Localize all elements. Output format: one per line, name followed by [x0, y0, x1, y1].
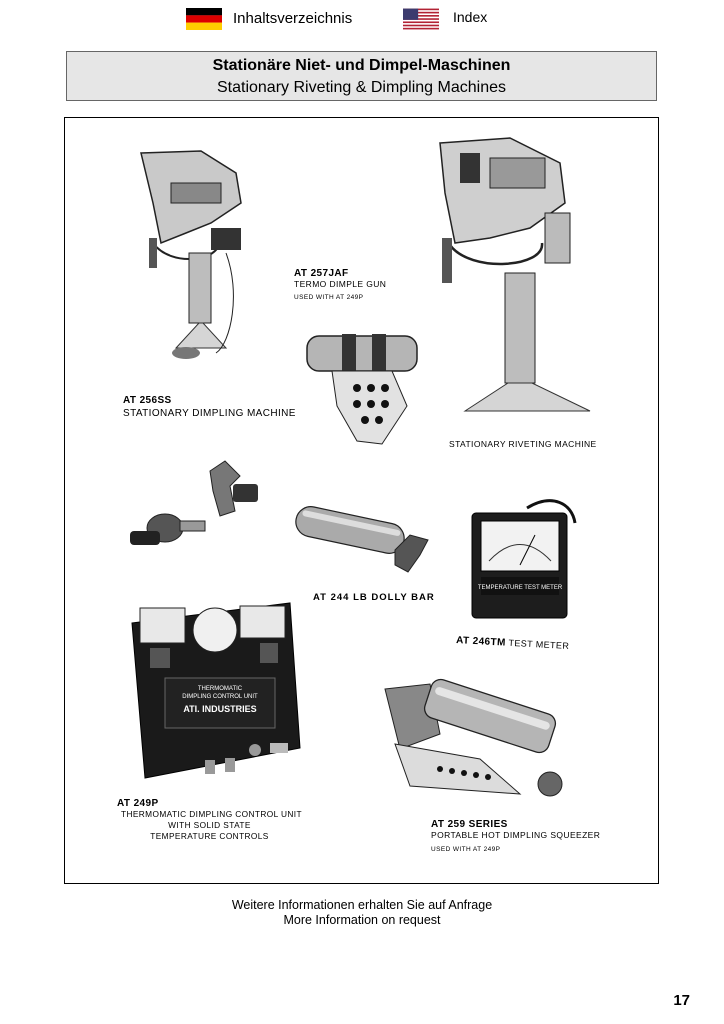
unit-brand-label: ATI. INDUSTRIES	[183, 704, 257, 714]
model-at-256ss: AT 256SS	[123, 395, 172, 406]
caption-at-257jaf	[294, 268, 386, 303]
index-link[interactable]: Index	[453, 9, 488, 25]
caption-at-246tm	[456, 635, 570, 652]
german-flag-icon[interactable]	[186, 8, 222, 30]
note-at-257jaf: USED WITH AT 249P	[294, 294, 364, 301]
unit-label-line1: THERMOMATIC	[197, 686, 243, 692]
desc-at-249p-line1: THERMOMATIC DIMPLING CONTROL UNIT	[121, 809, 302, 819]
model-at-257jaf: AT 257JAF	[294, 268, 349, 279]
footer-english: More Information on request	[283, 913, 441, 927]
footer	[0, 898, 724, 928]
model-at-249p: AT 249P	[117, 798, 159, 809]
dimpling-heads-image	[125, 456, 265, 566]
page-number: 17	[673, 992, 690, 1009]
note-at-259: USED WITH AT 249P	[431, 846, 501, 853]
page-title-box	[66, 51, 657, 101]
caption-at-244lb	[313, 592, 435, 603]
caption-at-256ss	[123, 395, 296, 419]
model-at-244lb: AT 244 LB DOLLY BAR	[313, 592, 435, 603]
page-title-english: Stationary Riveting & Dimpling Machines	[216, 79, 506, 96]
page-title-german: Stationäre Niet- und Dimpel-Maschinen	[212, 57, 511, 74]
desc-at-259: PORTABLE HOT DIMPLING SQUEEZER	[431, 830, 601, 840]
test-meter-image	[467, 493, 582, 623]
desc-at-257jaf: TERMO DIMPLE GUN	[294, 279, 387, 289]
desc-at-249p-line3: TEMPERATURE CONTROLS	[150, 831, 269, 841]
dolly-bar-image	[290, 500, 435, 580]
unit-label-line2: DIMPLING CONTROL UNIT	[182, 694, 258, 700]
termo-dimple-gun-image	[297, 326, 427, 451]
caption-at-249p	[117, 798, 302, 842]
table-of-contents-link[interactable]: Inhaltsverzeichnis	[233, 10, 353, 27]
desc-at-246tm: TEST METER	[508, 637, 570, 651]
thermomatic-control-unit-image	[120, 598, 305, 788]
catalog-panel	[64, 117, 659, 884]
desc-at-249p-line2: WITH SOLID STATE	[168, 820, 251, 830]
stationary-riveting-machine-image	[430, 133, 600, 413]
stationary-dimpling-machine-image	[131, 143, 281, 368]
hot-dimpling-squeezer-image	[370, 674, 580, 814]
footer-german: Weitere Informationen erhalten Sie auf Anfrage	[231, 898, 493, 912]
caption-stationary-riveting: STATIONARY RIVETING MACHINE	[449, 439, 597, 449]
caption-at-259	[431, 819, 600, 855]
top-navigation	[0, 6, 724, 32]
model-at-259: AT 259 SERIES	[431, 819, 508, 830]
model-at-246tm: AT 246TM	[455, 635, 507, 649]
desc-at-256ss: STATIONARY DIMPLING MACHINE	[123, 408, 296, 419]
us-flag-icon[interactable]	[403, 8, 439, 30]
meter-label: TEMPERATURE TEST METER	[477, 585, 563, 591]
